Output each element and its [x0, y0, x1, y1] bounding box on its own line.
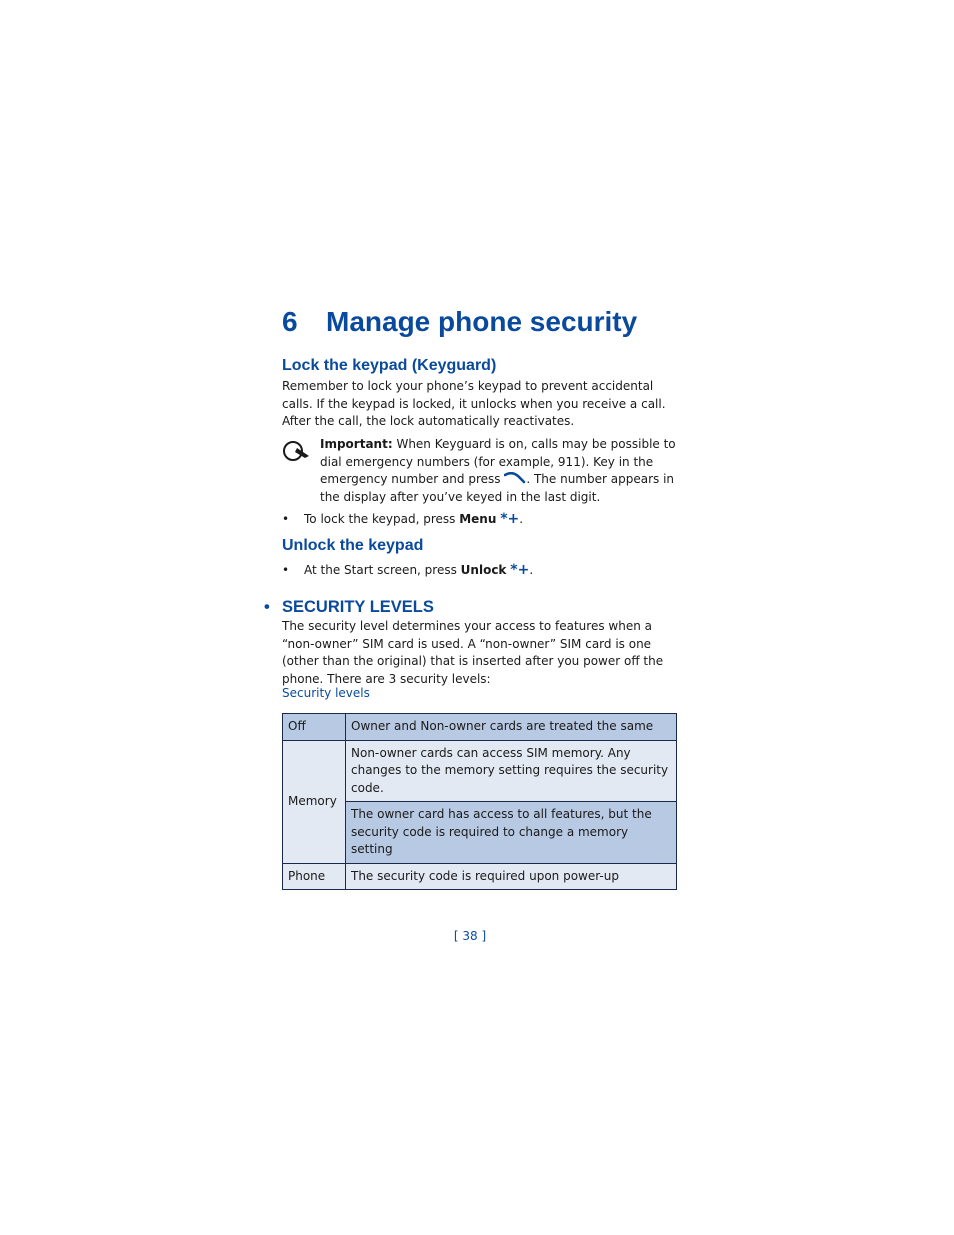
level-phone-label: Phone [283, 863, 346, 890]
important-note-icon [281, 440, 311, 462]
level-memory-desc-1: Non-owner cards can access SIM memory. Any changes to the memory setting requires the security code. [346, 740, 677, 802]
important-label: Important: [320, 437, 393, 451]
call-key-icon [504, 472, 526, 484]
unlock-keypad-heading: Unlock the keypad [282, 537, 424, 554]
level-memory-label: Memory [283, 740, 346, 863]
bullet-dot: • [282, 512, 290, 526]
unlock-key-label: Unlock [460, 563, 507, 577]
lock-bullet-text: To lock the keypad, press [304, 512, 460, 526]
lock-bullet-period: . [519, 512, 524, 526]
table-row [283, 714, 677, 741]
star-key-icon: *+ [510, 562, 530, 578]
unlock-bullet-text: At the Start screen, press [304, 563, 461, 577]
chapter-title-text: Manage phone security [326, 306, 638, 337]
level-memory-desc-2: The owner card has access to all features, but the security code is required to change a memory setting [346, 802, 677, 864]
bullet-dot: • [282, 563, 290, 577]
star-key-icon: *+ [500, 511, 520, 527]
security-levels-heading-text: SECURITY LEVELS [282, 598, 434, 616]
lock-keypad-heading: Lock the keypad (Keyguard) [282, 357, 497, 374]
unlock-bullet-period: . [529, 563, 534, 577]
level-off-desc: Owner and Non-owner cards are treated the same [346, 714, 677, 741]
important-text-2: . The number appears in the display after you’ve keyed in the last digit. [320, 472, 675, 504]
page-number: [ 38 ] [453, 929, 487, 943]
table-row [283, 863, 677, 890]
security-levels-body: The security level determines your access to features when a “non-owner” SIM card is used. A “non-owner” SIM card is one (other than the original) that is inserted after you power off the phone. There are 3 security levels: [282, 619, 664, 686]
important-note [320, 436, 682, 506]
heading-bullet: • [264, 598, 270, 616]
important-text-1: When Keyguard is on, calls may be possible to dial emergency numbers (for example, 911). Key in the emergency number and press [320, 437, 676, 486]
level-phone-desc: The security code is required upon power-up [346, 863, 677, 890]
lock-keypad-body: Remember to lock your phone’s keypad to prevent accidental calls. If the keypad is locked, it unlocks when you receive a call. After the call, the lock automatically reactivates. [282, 379, 666, 428]
menu-key-label: Menu [459, 512, 497, 526]
chapter-number: 6 [282, 306, 298, 337]
chapter-title [282, 306, 702, 348]
table-caption: Security levels [282, 686, 370, 700]
level-off-label: Off [283, 714, 346, 741]
table-row [283, 740, 677, 802]
security-levels-heading [264, 598, 434, 617]
security-levels-table [282, 713, 677, 890]
